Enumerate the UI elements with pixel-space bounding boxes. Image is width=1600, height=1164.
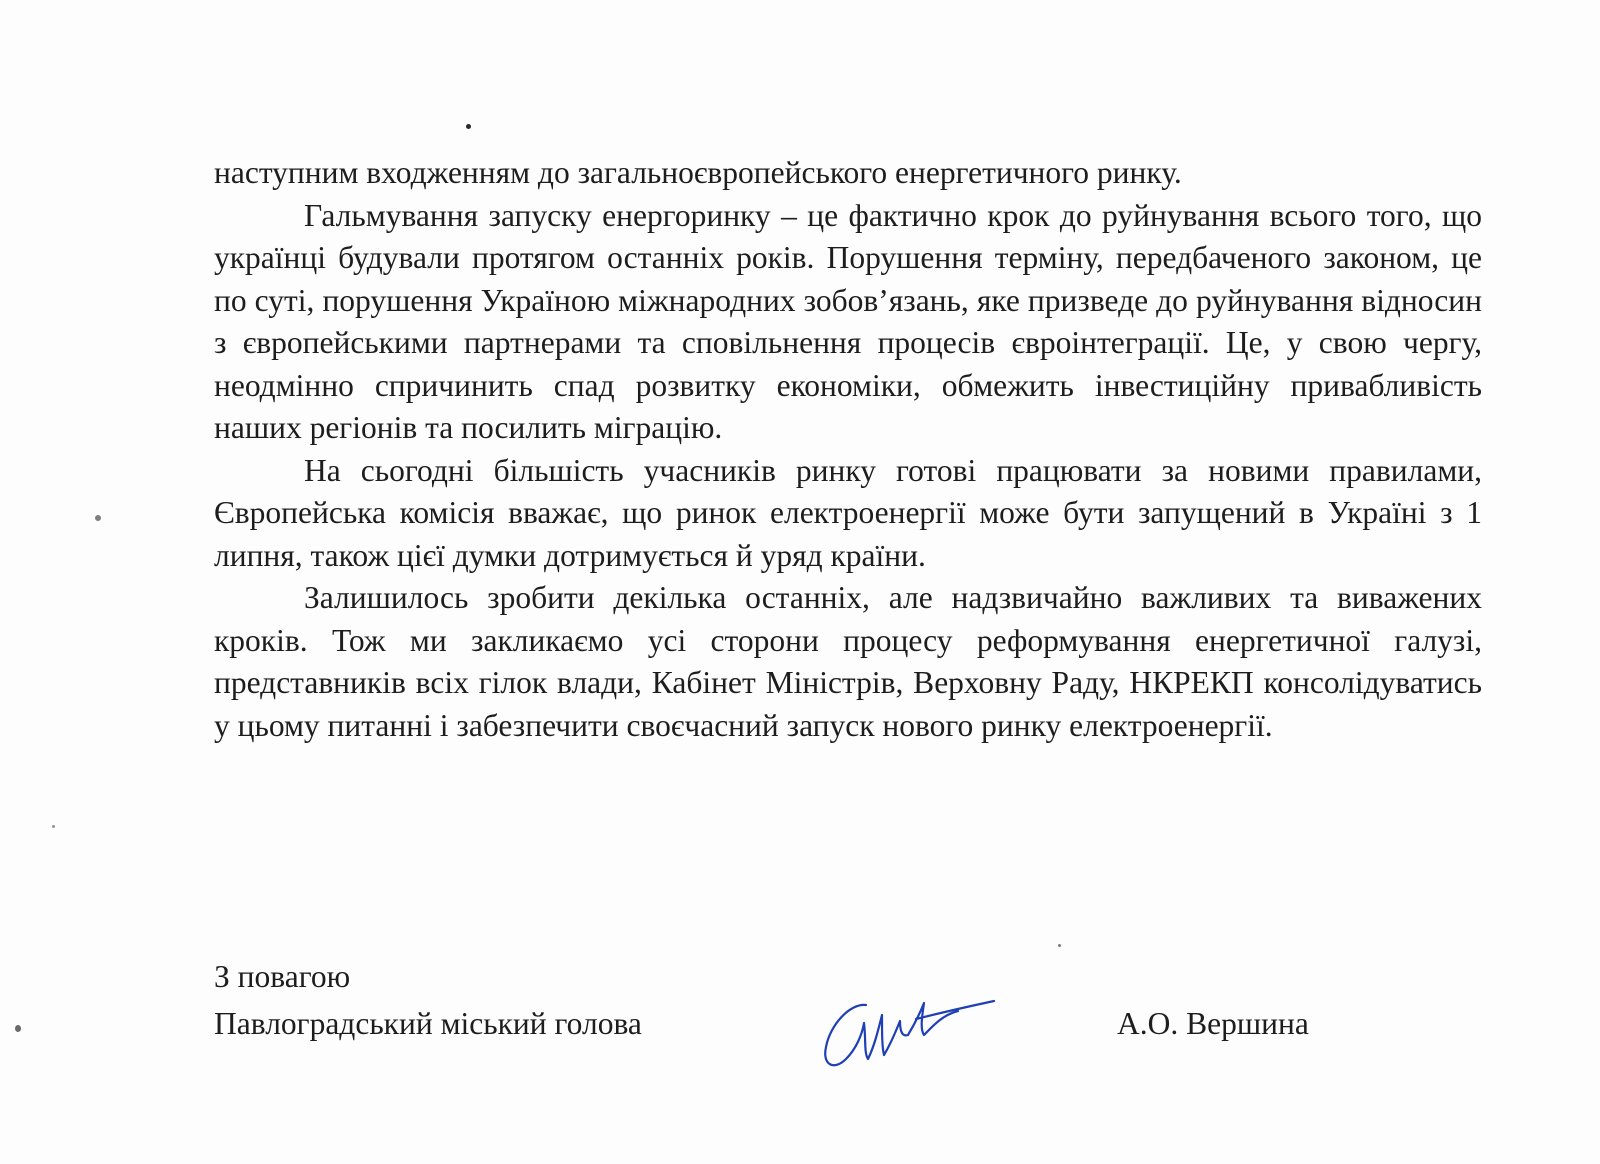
- paragraph-market-readiness: На сьогодні більшість учасників ринку готові працювати за новими правилами, Європейська комісія вважає, що ринок електроенергії може бути запущений в Україні з 1 липня, також цієї думки дотримується й уряд країни.: [214, 452, 1482, 573]
- handwritten-signature: [820, 985, 1000, 1085]
- scan-speck: [52, 825, 55, 828]
- letter-body: [214, 152, 1482, 747]
- paragraph-call-to-action: Залишилось зробити декілька останніх, але надзвичайно важливих та виважених кроків. Тож ми закликаємо усі сторони процесу реформування енергетичної галузі, представників всіх гілок влади, Кабінет Міністрів, Верховну Раду, НКРЕКП консолідуватись у цьому питанні і забезпечити своєчасний запуск нового ринку електроенергії.: [214, 580, 1482, 743]
- scan-speck: [15, 1025, 21, 1032]
- paragraph-continuation: наступним входженням до загальноєвропейського енергетичного ринку.: [214, 155, 1182, 190]
- closing-phrase: З повагою: [214, 959, 351, 994]
- scan-speck: [466, 124, 471, 129]
- paragraph-market-delay: Гальмування запуску енергоринку – це фактично крок до руйнування всього того, що українці будували протягом останніх років. Порушення терміну, передбаченого законом, це по суті, порушення Україною міжнародних зобов’язань, яке призведе до руйнування відносин з європейськими партнерами та сповільнення процесів євроінтеграції. Це, у свою чергу, неодмінно спричинить спад розвитку економіки, обмежить інвестиційну привабливість наших регіонів та посилить міграцію.: [214, 197, 1482, 445]
- scan-speck: [95, 515, 101, 521]
- scan-speck: [1058, 944, 1061, 947]
- signatory-name: А.О. Вершина: [1117, 1006, 1309, 1041]
- signatory-title: Павлоградський міський голова: [214, 1006, 642, 1041]
